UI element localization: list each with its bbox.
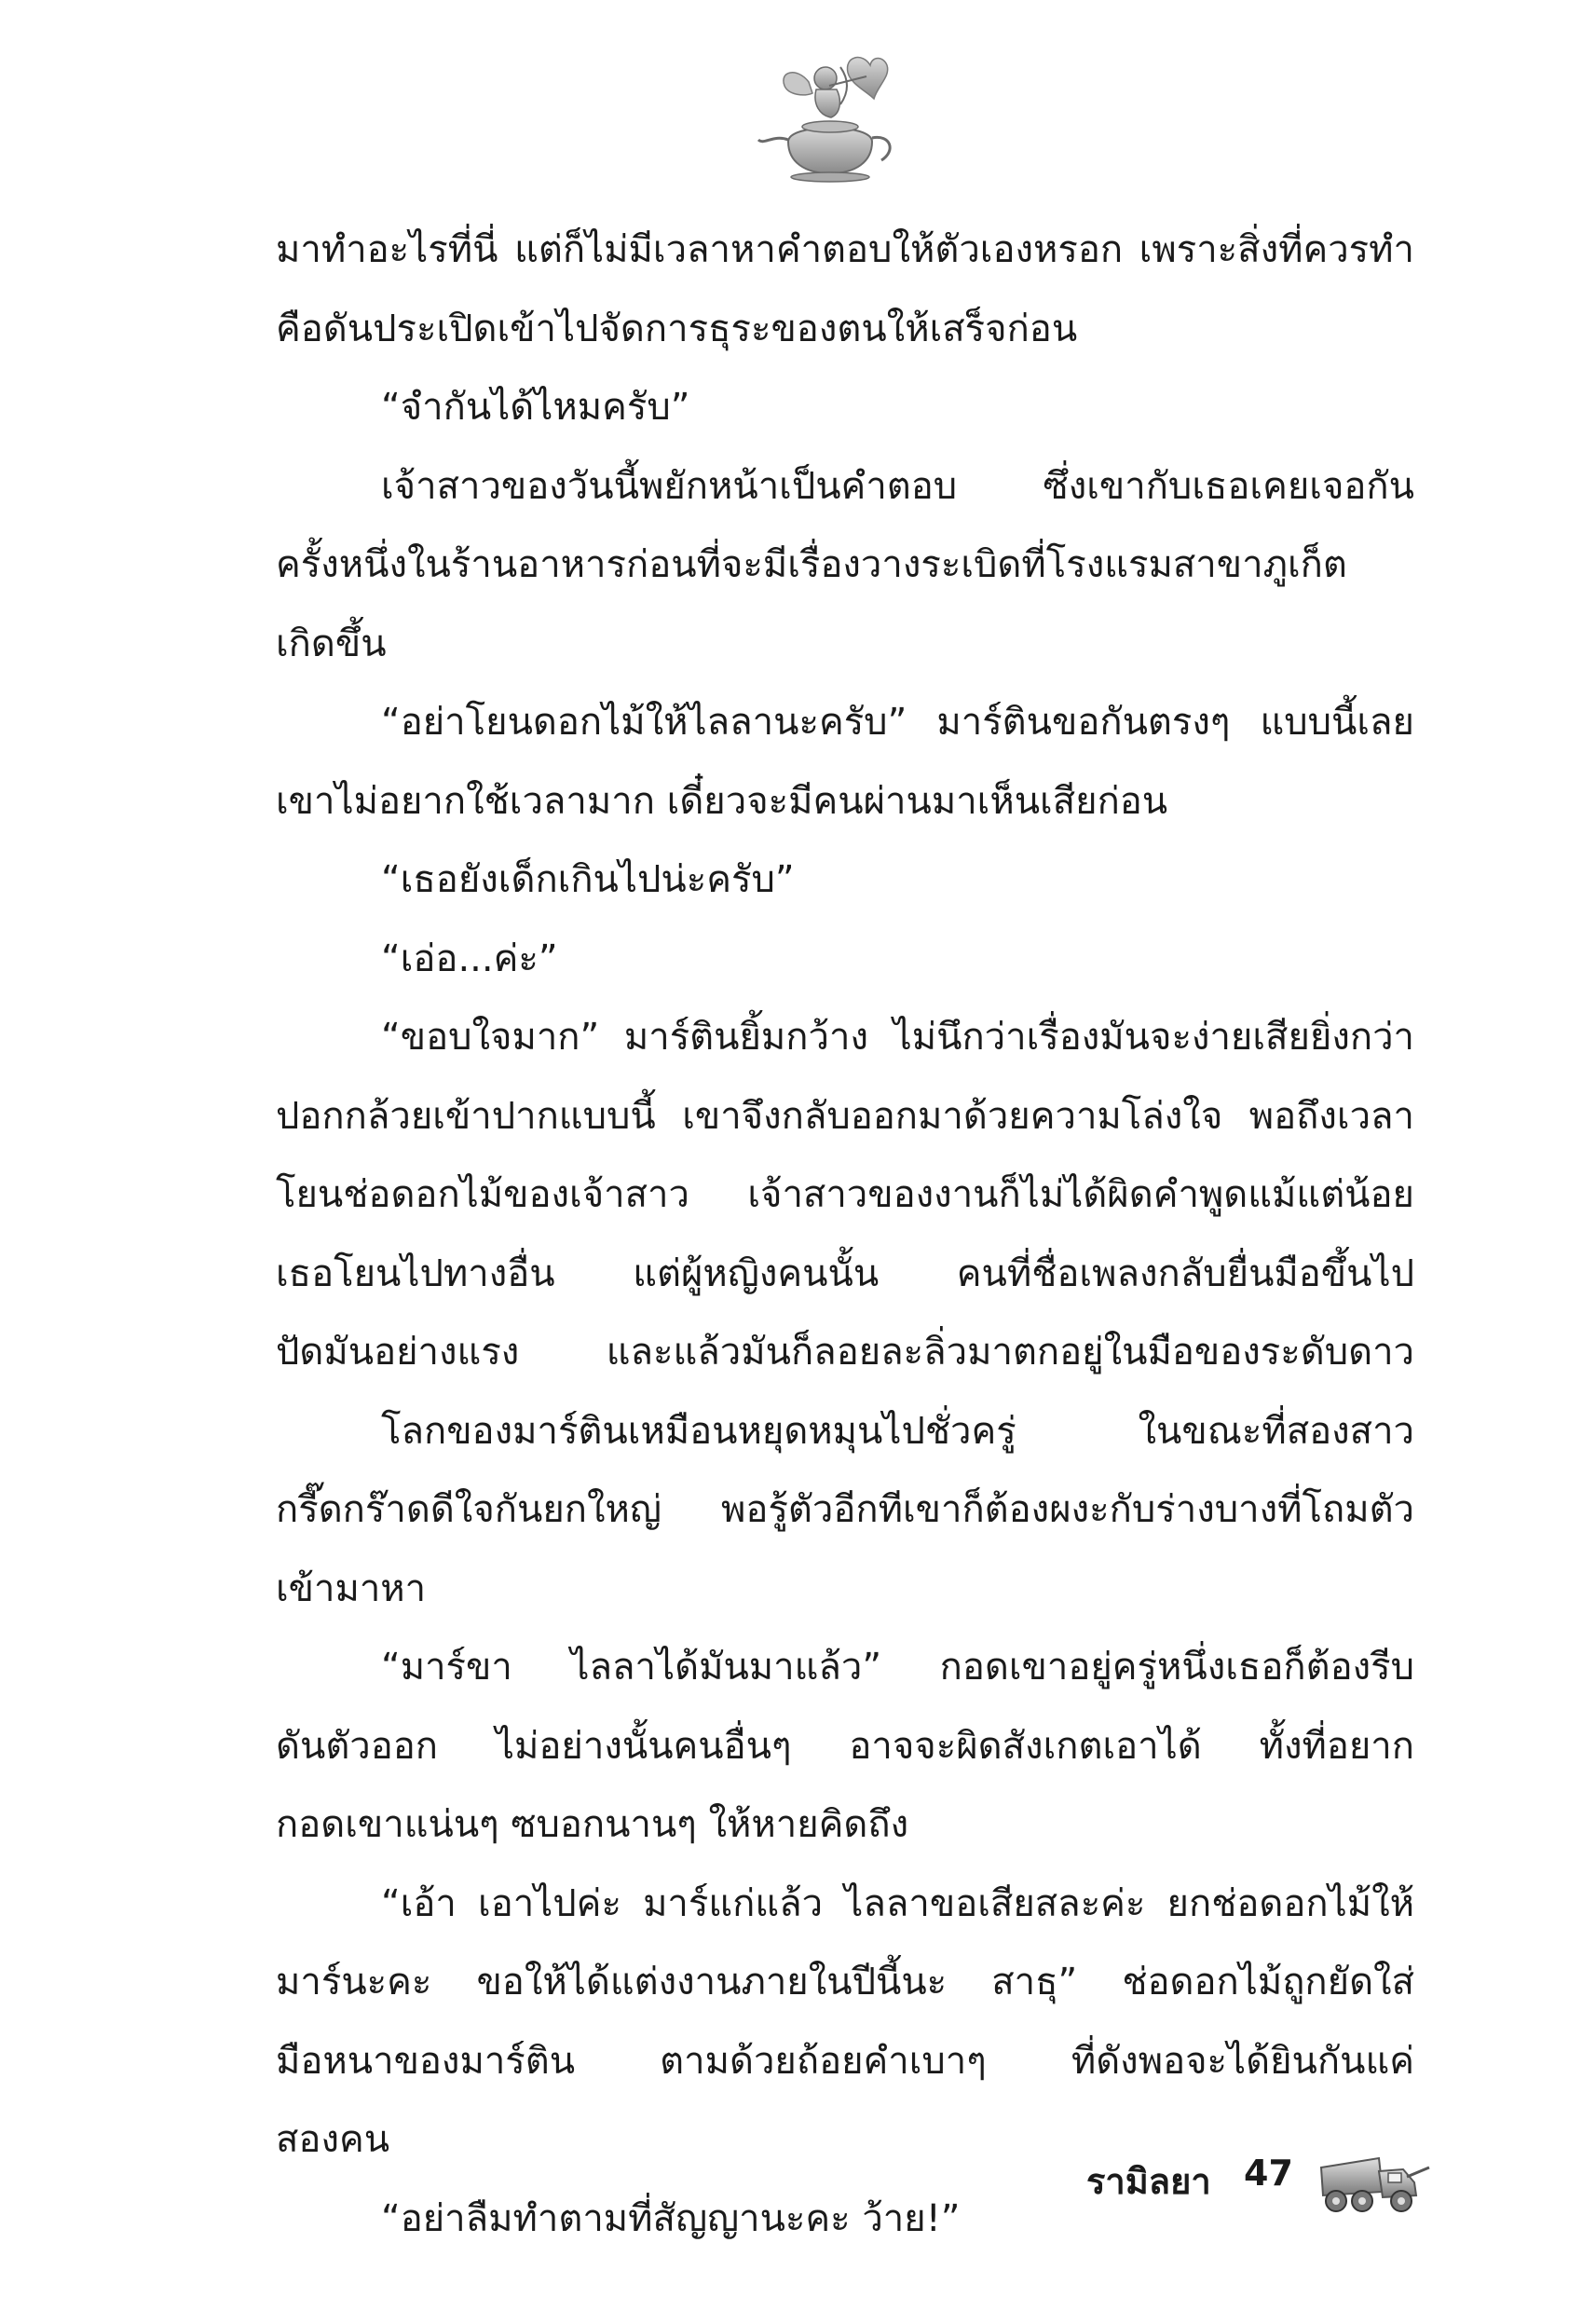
text-line: “อย่าโยนดอกไม้ให้ไลลานะครับ” มาร์ตินขอกันตรงๆ แบบนี้เลย [381,701,1414,744]
page-number: 47 [1244,2153,1293,2194]
text-line: โยนช่อดอกไม้ของเจ้าสาว เจ้าสาวของงานก็ไม่ได้ผิดคำพูดแม้แต่น้อย [276,1173,1414,1216]
text-line: เข้ามาหา [276,1566,427,1610]
text-line: โลกของมาร์ตินเหมือนหยุดหมุนไปชั่วครู่ ในขณะที่สองสาว [381,1409,1414,1453]
text-line: “เอ่อ...ค่ะ” [381,937,558,980]
text-line: “ขอบใจมาก” มาร์ตินยิ้มกว้าง ไม่นึกว่าเรื่องมันจะง่ายเสียยิ่งกว่า [381,1016,1414,1059]
text-line: เจ้าสาวของวันนี้พยักหน้าเป็นคำตอบ ซึ่งเขากับเธอเคยเจอกัน [381,464,1414,508]
text-line: กรี๊ดกร๊าดดีใจกันยกใหญ่ พอรู้ตัวอีกทีเขาก็ต้องผงะกับร่างบางที่โถมตัว [276,1488,1414,1531]
text-line: “เธอยังเด็กเกินไปน่ะครับ” [381,858,795,901]
text-line: เธอโยนไปทางอื่น แต่ผู้หญิงคนนั้น คนที่ชื่อเพลงกลับยื่นมือขึ้นไป [276,1251,1414,1295]
text-line: เกิดขึ้น [276,622,387,665]
body-text [276,211,1414,2258]
text-line: มือหนาของมาร์ติน ตามด้วยถ้อยคำเบาๆ ที่ดังพอจะได้ยินกันแค่ [276,2039,1414,2083]
cupid-teapot-icon [751,48,909,188]
text-line: ครั้งหนึ่งในร้านอาหารก่อนที่จะมีเรื่องวางระเบิดที่โรงแรมสาขาภูเก็ต [276,543,1347,586]
text-line: ดันตัวออก ไม่อย่างนั้นคนอื่นๆ อาจจะผิดสังเกตเอาได้ ทั้งที่อยาก [276,1724,1414,1768]
text-line: มาร์นะคะ ขอให้ได้แต่งงานภายในปีนี้นะ สาธุ” ช่อดอกไม้ถูกยัดใส่ [276,1961,1414,2003]
truck-icon [1314,2140,1435,2223]
text-line: มาทำอะไรที่นี่ แต่ก็ไม่มีเวลาหาคำตอบให้ตัวเองหรอก เพราะสิ่งที่ควรทำ [276,228,1414,271]
text-line: ปัดมันอย่างแรง และแล้วมันก็ลอยละลิ่วมาตกอยู่ในมือของระดับดาว [276,1331,1414,1374]
text-line: “จำกันได้ไหมครับ” [381,386,690,429]
text-line: สองคน [276,2118,390,2161]
text-line: เขาไม่อยากใช้เวลามาก เดี๋ยวจะมีคนผ่านมาเห็นเสียก่อน [276,779,1168,823]
page-footer [1071,2140,1435,2223]
book-title: รามิลยา [1086,2161,1211,2202]
text-line: คือดันประเปิดเข้าไปจัดการธุระของตนให้เสร็จก่อน [276,307,1078,350]
text-line: กอดเขาแน่นๆ ซบอกนานๆ ให้หายคิดถึง [276,1803,909,1846]
text-line: “มาร์ขา ไลลาได้มันมาแล้ว” กอดเขาอยู่ครู่หนึ่งเธอก็ต้องรีบ [381,1646,1414,1689]
text-line: “เอ้า เอาไปค่ะ มาร์แก่แล้ว ไลลาขอเสียสละค่ะ ยกช่อดอกไม้ให้ [381,1881,1414,1925]
text-line: ปอกกล้วยเข้าปากแบบนี้ เขาจึงกลับออกมาด้วยความโล่งใจ พอถึงเวลา [276,1094,1414,1138]
text-line: “อย่าลืมทำตามที่สัญญานะคะ ว้าย!” [381,2196,961,2240]
